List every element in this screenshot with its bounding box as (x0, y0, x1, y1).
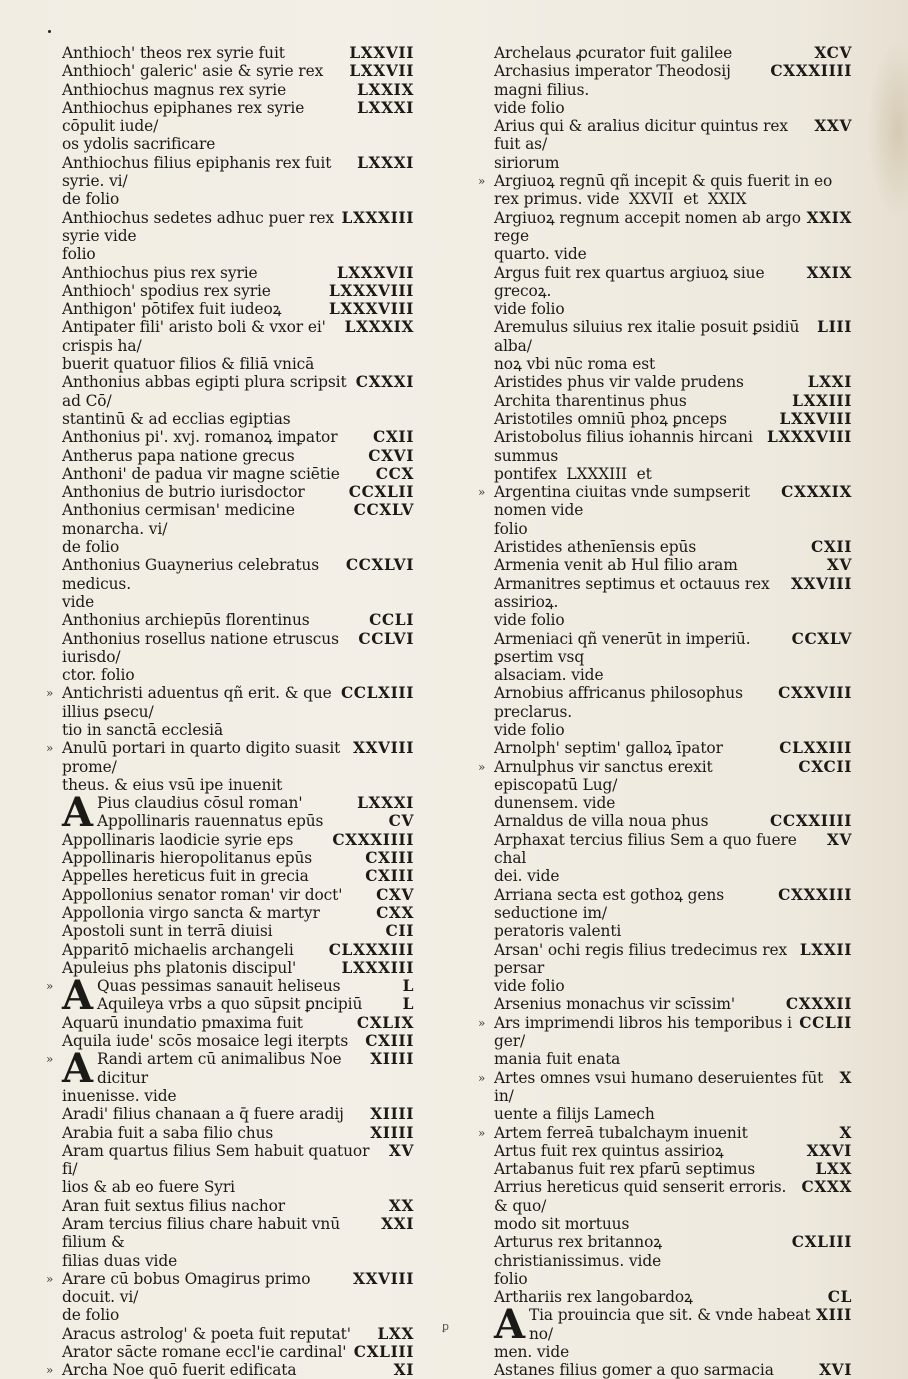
index-entry (494, 373, 852, 391)
entry-text: Arriana secta est gothoꝝ gens seductione im/ peratoris valenti (494, 885, 725, 941)
entry-text: Aran fuit sextus filius nachor (62, 1196, 286, 1215)
index-entry (494, 1233, 852, 1288)
entry-text: Anthiochus sedetes adhuc puer rex syrie vide folio (62, 208, 334, 264)
folio-number: LXXXI (357, 794, 414, 813)
folio-number: CL (827, 1288, 852, 1307)
entry-text: Aram quartus filius Sem habuit quatuor fi/ lios & ab eo fuere Syri (62, 1141, 370, 1197)
folio-number: XXVIII (352, 739, 414, 758)
index-entry (494, 410, 852, 428)
folio-number: XIIII (370, 1105, 414, 1124)
folio-number: XXIX (806, 263, 852, 282)
index-entry (62, 611, 414, 629)
index-entry (494, 1288, 852, 1306)
index-entry (494, 209, 852, 264)
entry-text: Anthioch' galeric' asie & syrie rex (62, 62, 324, 81)
index-entry (62, 62, 414, 80)
index-entry (62, 447, 414, 465)
folio-number: XXI (381, 1215, 414, 1233)
index-entry (478, 1123, 852, 1142)
entry-text: Arphaxat tercius filius Sem a quo fuere chal dei. vide (494, 830, 797, 886)
paragraph-mark: » (46, 686, 54, 701)
folio-number: CV (388, 812, 414, 831)
index-entry (494, 941, 852, 996)
right-index-column (478, 44, 852, 1379)
index-entry (62, 831, 414, 849)
entry-text: Armanitres septimus et octauus rex assirioꝝ. vide folio (494, 574, 770, 630)
index-entry (494, 1361, 852, 1379)
entry-text: Arnulphus vir sanctus erexit episcopatū Lug/ dunensem. vide (494, 757, 713, 813)
folio-number: LXXVII (349, 62, 414, 81)
entry-text: Appollonia virgo sancta & martyr (62, 903, 320, 922)
entry-text: Anthiochus magnus rex syrie (62, 80, 287, 99)
index-entry (494, 428, 852, 483)
index-entry (62, 44, 414, 62)
entry-text: Anthonius archiepūs florentinus (62, 611, 310, 630)
index-entry (494, 117, 852, 172)
folio-number: CXVI (368, 446, 414, 465)
entry-text: Artus fuit rex quintus assirioꝝ (494, 1141, 724, 1160)
folio-number: XI (393, 1361, 414, 1379)
entry-text: Artem ferreā tubalchaym inuenit (494, 1123, 748, 1142)
index-entry (62, 1105, 414, 1123)
paragraph-mark: » (478, 1070, 486, 1085)
folio-number: LXXVII (349, 44, 414, 62)
folio-number: CXXXIIII (332, 830, 414, 849)
index-entry (62, 904, 414, 922)
entry-text: Aristides phus vir valde prudens (494, 373, 744, 392)
folio-number: CXX (376, 903, 414, 922)
index-entry (62, 789, 414, 837)
index-entry (494, 739, 852, 757)
index-entry (494, 44, 852, 62)
entry-text: Arrius hereticus quid senserit erroris. & quo/ modo sit mortuus (494, 1178, 787, 1233)
index-entry (494, 684, 852, 739)
entry-text: Argiuoꝝ regnum accepit nomen ab argo rege quarto. vide (494, 208, 801, 264)
index-entry (62, 465, 414, 483)
drop-initial: A (62, 789, 93, 837)
index-entry (62, 1325, 414, 1343)
folio-number: CXLIX (356, 1013, 414, 1032)
folio-number: LXX (815, 1160, 852, 1179)
ink-dot (48, 30, 51, 33)
entry-text: Anthonius rosellus natione etruscus iurisdo/ ctor. folio (62, 629, 339, 685)
index-entry (494, 812, 852, 830)
entry-text: Archa Noe quō fuerit edificata (62, 1361, 297, 1379)
entry-text: Antipater fili' aristo boli & vxor ei' crispis ha/ buerit quatuor filios & filiā vnicā (62, 318, 326, 374)
index-entry (494, 264, 852, 319)
folio-number: X (839, 1068, 852, 1087)
folio-number: LXXXIX (344, 318, 414, 337)
folio-number: XX (388, 1196, 414, 1215)
folio-number: CCLVI (358, 629, 414, 648)
folio-number: CXXXIX (781, 483, 852, 502)
folio-number: XCV (814, 44, 852, 62)
folio-number: LXXIX (357, 80, 414, 99)
entry-text: Anthoni' de padua vir magne sciētie (62, 464, 340, 483)
folio-number: CXIII (365, 1032, 414, 1051)
index-entry (62, 428, 414, 446)
index-entry (62, 867, 414, 885)
entry-text: Apuleius phs platonis discipul' (62, 958, 297, 977)
index-entry (62, 373, 414, 428)
folio-number: CXLIII (791, 1233, 852, 1252)
folio-number: CCLII (799, 1013, 852, 1032)
entry-text: Pius claudius cōsul roman' Appollinaris rauennatus epūs (96, 794, 324, 831)
folio-number: CXIII (365, 849, 414, 868)
index-entry (494, 392, 852, 410)
index-entry (62, 1142, 414, 1197)
index-entry (478, 172, 852, 209)
index-entry (62, 501, 414, 556)
index-entry (62, 318, 414, 373)
paragraph-mark: » (46, 979, 54, 994)
index-entry (494, 538, 852, 556)
entry-text: Artabanus fuit rex pfarū septimus (494, 1160, 756, 1179)
folio-number: CXII (373, 428, 414, 447)
entry-text: Anthioch' spodius rex syrie (62, 281, 271, 300)
folio-number: LXXXVIII (329, 281, 414, 300)
folio-number: CXIII (365, 867, 414, 886)
index-entry (62, 849, 414, 867)
folio-number: CCXXIIII (770, 812, 852, 831)
index-entry (46, 1269, 414, 1325)
index-entry (62, 81, 414, 99)
entry-text: Anthonius Guaynerius celebratus medicus. vide (62, 556, 320, 611)
index-entry (46, 684, 414, 739)
index-entry (62, 922, 414, 940)
entry-text: Aram tercius filius chare habuit vnū filium & filias duas vide (62, 1215, 341, 1270)
entry-text: Randi artem cū animalibus Noe dicitur inuenisse. vide (62, 1050, 342, 1105)
entry-text: Astanes filius gomer a quo sarmacia (494, 1361, 774, 1379)
folio-number: LXXI (807, 373, 852, 392)
index-entry (62, 209, 414, 264)
index-entry (494, 886, 852, 941)
folio-number: CLXXXIII (328, 940, 414, 959)
entry-text: Apparitō michaelis archangeli (62, 940, 294, 959)
folio-number: CCXLVI (345, 556, 414, 575)
index-entry (62, 282, 414, 300)
entry-text: Argus fuit rex quartus argiuoꝝ siue grecoꝝ. vide folio (494, 263, 765, 319)
entry-text: Appollinaris hieropolitanus epūs (62, 849, 313, 868)
folio-number: CII (385, 922, 414, 941)
index-entry (62, 1197, 414, 1215)
entry-text: Anulū portari in quarto digito suasit prome/ theus. & eius vsū ipe inuenit (62, 739, 341, 794)
folio-number: CXXXIII (778, 885, 852, 904)
folio-number: XIIII (370, 1050, 414, 1069)
folio-number: CXXXIIII (770, 62, 852, 81)
entry-text: Arnolph' septim' galloꝝ īpator (494, 739, 723, 758)
entry-text: Argentina ciuitas vnde sumpserit nomen vide folio (494, 483, 750, 538)
index-entry (494, 318, 852, 373)
index-entry (46, 1361, 414, 1379)
folio-number: XV (826, 556, 852, 575)
index-entry (478, 1068, 852, 1124)
entry-text: Artes omnes vsui humano deseruientes fūt in/ uente a filijs Lamech (494, 1068, 824, 1124)
index-entry (478, 1013, 852, 1069)
folio-number: LXXXVIII (767, 428, 852, 447)
entry-text: Archasius imperator Theodosij magni filius. vide folio (494, 62, 731, 117)
index-entry (478, 757, 852, 813)
paragraph-mark: » (46, 1363, 54, 1378)
drop-initial: A (62, 1045, 93, 1093)
folio-number: XV (826, 830, 852, 849)
index-entry (494, 630, 852, 685)
index-entry (46, 1045, 414, 1105)
entry-text: Anthigon' pōtifex fuit iudeoꝝ (62, 300, 282, 319)
folio-number: CXV (376, 885, 414, 904)
index-entry (62, 99, 414, 154)
entry-text: Appollinaris laodicie syrie eps (62, 830, 294, 849)
folio-number: CXCII (798, 757, 852, 776)
entry-text: Argiuoꝝ regnū qñ incepit & quis fuerit in eo rex primus. vide XXVII et XXIX (494, 172, 833, 209)
index-entry (62, 941, 414, 959)
folio-number: XIII (816, 1306, 852, 1325)
entry-text: Quas pessimas sanauit heliseus Aquileya vrbs a quo sūpsit ꝑncipiū (96, 977, 363, 1014)
folio-number: LXXXVIII (329, 300, 414, 319)
index-entry (494, 1178, 852, 1233)
index-entry (494, 556, 852, 574)
entry-text: Arabia fuit a saba filio chus (62, 1123, 274, 1142)
entry-text: Archita tharentinus phus (494, 391, 687, 410)
folio-number: CCX (375, 464, 414, 483)
entry-text: Apostoli sunt in terrā diuisi (62, 922, 273, 941)
index-entry (46, 972, 414, 1020)
entry-text: Aristides athenīensis epūs (494, 538, 697, 557)
index-entry (494, 831, 852, 886)
left-index-column (46, 44, 414, 1379)
entry-text: Anthioch' theos rex syrie fuit (62, 44, 285, 62)
paragraph-mark: » (46, 741, 54, 756)
entry-text: Armeniaci qñ venerūt in imperiū. ꝑsertim vsq alsaciam. vide (494, 629, 751, 685)
paragraph-mark: » (46, 1271, 54, 1286)
folio-number: CXXVIII (778, 684, 852, 703)
entry-text: Arturus rex britannoꝝ christianissimus. vide folio (494, 1233, 663, 1288)
folio-number: CXXXII (785, 995, 852, 1014)
entry-text: Arnobius affricanus philosophus preclarus. vide folio (494, 684, 743, 739)
index-entry (46, 739, 414, 794)
index-entry (62, 1032, 414, 1050)
folio-number: LXXIII (792, 391, 852, 410)
folio-number: LXXII (799, 940, 852, 959)
entry-text: Tia prouincia que sit. & vnde habeat no/ men. vide (494, 1306, 811, 1362)
folio-number: CCXLV (353, 501, 414, 520)
paragraph-mark: » (478, 174, 486, 189)
folio-number: CXII (811, 538, 852, 557)
entry-text: Arius qui & aralius dicitur quintus rex fuit as/ siriorum (494, 117, 788, 172)
folio-number: LXXVIII (779, 409, 852, 428)
folio-number: XXIX (806, 208, 852, 227)
entry-text: Antherus papa natione grecus (62, 446, 295, 465)
entry-text: Arnaldus de villa noua phus (494, 812, 709, 831)
index-entry (62, 886, 414, 904)
drop-initial: A (494, 1301, 525, 1349)
entry-text: Appelles hereticus fuit in grecia (62, 867, 309, 886)
index-entry (494, 575, 852, 630)
folio-number: LXXXVII (336, 263, 414, 282)
drop-initial: A (62, 972, 93, 1020)
index-entry (494, 62, 852, 117)
entry-text: Anthonius cermisan' medicine monarcha. vi/ de folio (62, 501, 295, 557)
folio-number: L (402, 977, 414, 996)
folio-number: XIIII (370, 1123, 414, 1142)
entry-text: Anthonius pi'. xvj. romanoꝝ imꝑator (62, 428, 338, 447)
entry-text: Archelaus ꝓcurator fuit galilee (494, 44, 733, 62)
index-entry (494, 1142, 852, 1160)
entry-text: Aquarū inundatio pmaxima fuit (62, 1013, 303, 1032)
footer-mark: ꝑ (442, 1320, 449, 1333)
folio-number: XXV (814, 117, 852, 136)
entry-text: Anthiochus pius rex syrie (62, 263, 258, 282)
entry-text: Aremulus siluius rex italie posuit ꝑsidiū alba/ noꝝ vbi nūc roma est (494, 318, 800, 374)
paragraph-mark: » (478, 485, 486, 500)
index-entry (62, 154, 414, 209)
paragraph-mark: » (478, 759, 486, 774)
entry-text: Aquila iude' scōs mosaice legi iterpts (62, 1032, 349, 1051)
folio-number: XVI (819, 1361, 852, 1379)
index-entry (62, 1215, 414, 1270)
entry-text: Aracus astrolog' & poeta fuit reputat' (62, 1324, 351, 1343)
entry-text: Arsenius monachus vir scīssim' (494, 995, 736, 1014)
folio-number: CLXXIII (779, 739, 852, 758)
entry-text: Arare cū bobus Omagirus primo docuit. vi/ de folio (62, 1269, 311, 1325)
folio-number: CXXX (801, 1178, 852, 1197)
folio-number: LXXXIII (341, 208, 414, 227)
paragraph-mark: » (46, 1052, 54, 1067)
index-entry (62, 959, 414, 977)
folio-number: XXVIII (352, 1269, 414, 1288)
entry-text: Anthonius abbas egipti plura scripsit ad Cō/ stantinū & ad ecclias egiptias (62, 373, 347, 428)
folio-number: CXXXI (355, 373, 414, 392)
folio-number: LXXXIII (341, 958, 414, 977)
index-entry (494, 995, 852, 1013)
folio-number: L (402, 995, 414, 1014)
index-entry (494, 1160, 852, 1178)
entry-text: Armenia venit ab Hul filio aram (494, 556, 738, 575)
index-entry (62, 1343, 414, 1361)
folio-number: CXLIII (353, 1343, 414, 1362)
folio-number: LXX (377, 1324, 414, 1343)
folio-number: X (839, 1123, 852, 1142)
paragraph-mark: » (478, 1015, 486, 1030)
entry-text: Anthiochus epiphanes rex syrie cōpulit iude/ os ydolis sacrificare (62, 98, 305, 154)
folio-number: CCLI (369, 611, 414, 630)
folio-number: CCXLII (348, 483, 414, 502)
entry-text: Arthariis rex langobardoꝝ (494, 1288, 693, 1307)
entry-text: Anthiochus filius epiphanis rex fuit syrie. vi/ de folio (62, 153, 332, 209)
entry-text: Arator sācte romane eccl'ie cardinal' (62, 1343, 347, 1362)
folio-number: XXVI (806, 1141, 852, 1160)
entry-text: Antichristi aduentus qñ erit. & que illius ꝑsecu/ tio in sanctā ecclesiā (62, 684, 332, 739)
entry-text: Ars imprimendi libros his temporibus i ger/ mania fuit enata (494, 1013, 792, 1069)
index-entry (62, 630, 414, 685)
folio-number: XV (388, 1141, 414, 1160)
entry-text: Aristobolus filius iohannis hircani summus pontifex LXXXIII et (494, 428, 753, 483)
index-entry (494, 1301, 852, 1362)
folio-number: CCXLV (791, 629, 852, 648)
index-entry (62, 264, 414, 282)
entry-text: Arsan' ochi regis filius tredecimus rex persar vide folio (494, 940, 788, 996)
entry-text: Aristotiles omniū phoꝝ ꝑnceps (494, 409, 727, 428)
index-entry (62, 483, 414, 501)
folio-number: CCLXIII (340, 684, 414, 703)
entry-text: Aradi' filius chanaan a q̄ fuere aradij (62, 1105, 344, 1124)
index-entry (62, 556, 414, 611)
index-entry (62, 300, 414, 318)
index-entry (62, 1124, 414, 1142)
entry-text: Anthonius de butrio iurisdoctor (62, 483, 305, 502)
index-entry (478, 483, 852, 538)
folio-number: XXVIII (790, 574, 852, 593)
folio-number: LXXXI (357, 98, 414, 117)
folio-number: LIII (817, 318, 852, 337)
folio-number: LXXXI (357, 153, 414, 172)
index-entry (62, 1014, 414, 1032)
paragraph-mark: » (478, 1125, 486, 1140)
paper-stain (868, 40, 908, 220)
entry-text: Appollonius senator roman' vir doct' (62, 885, 343, 904)
